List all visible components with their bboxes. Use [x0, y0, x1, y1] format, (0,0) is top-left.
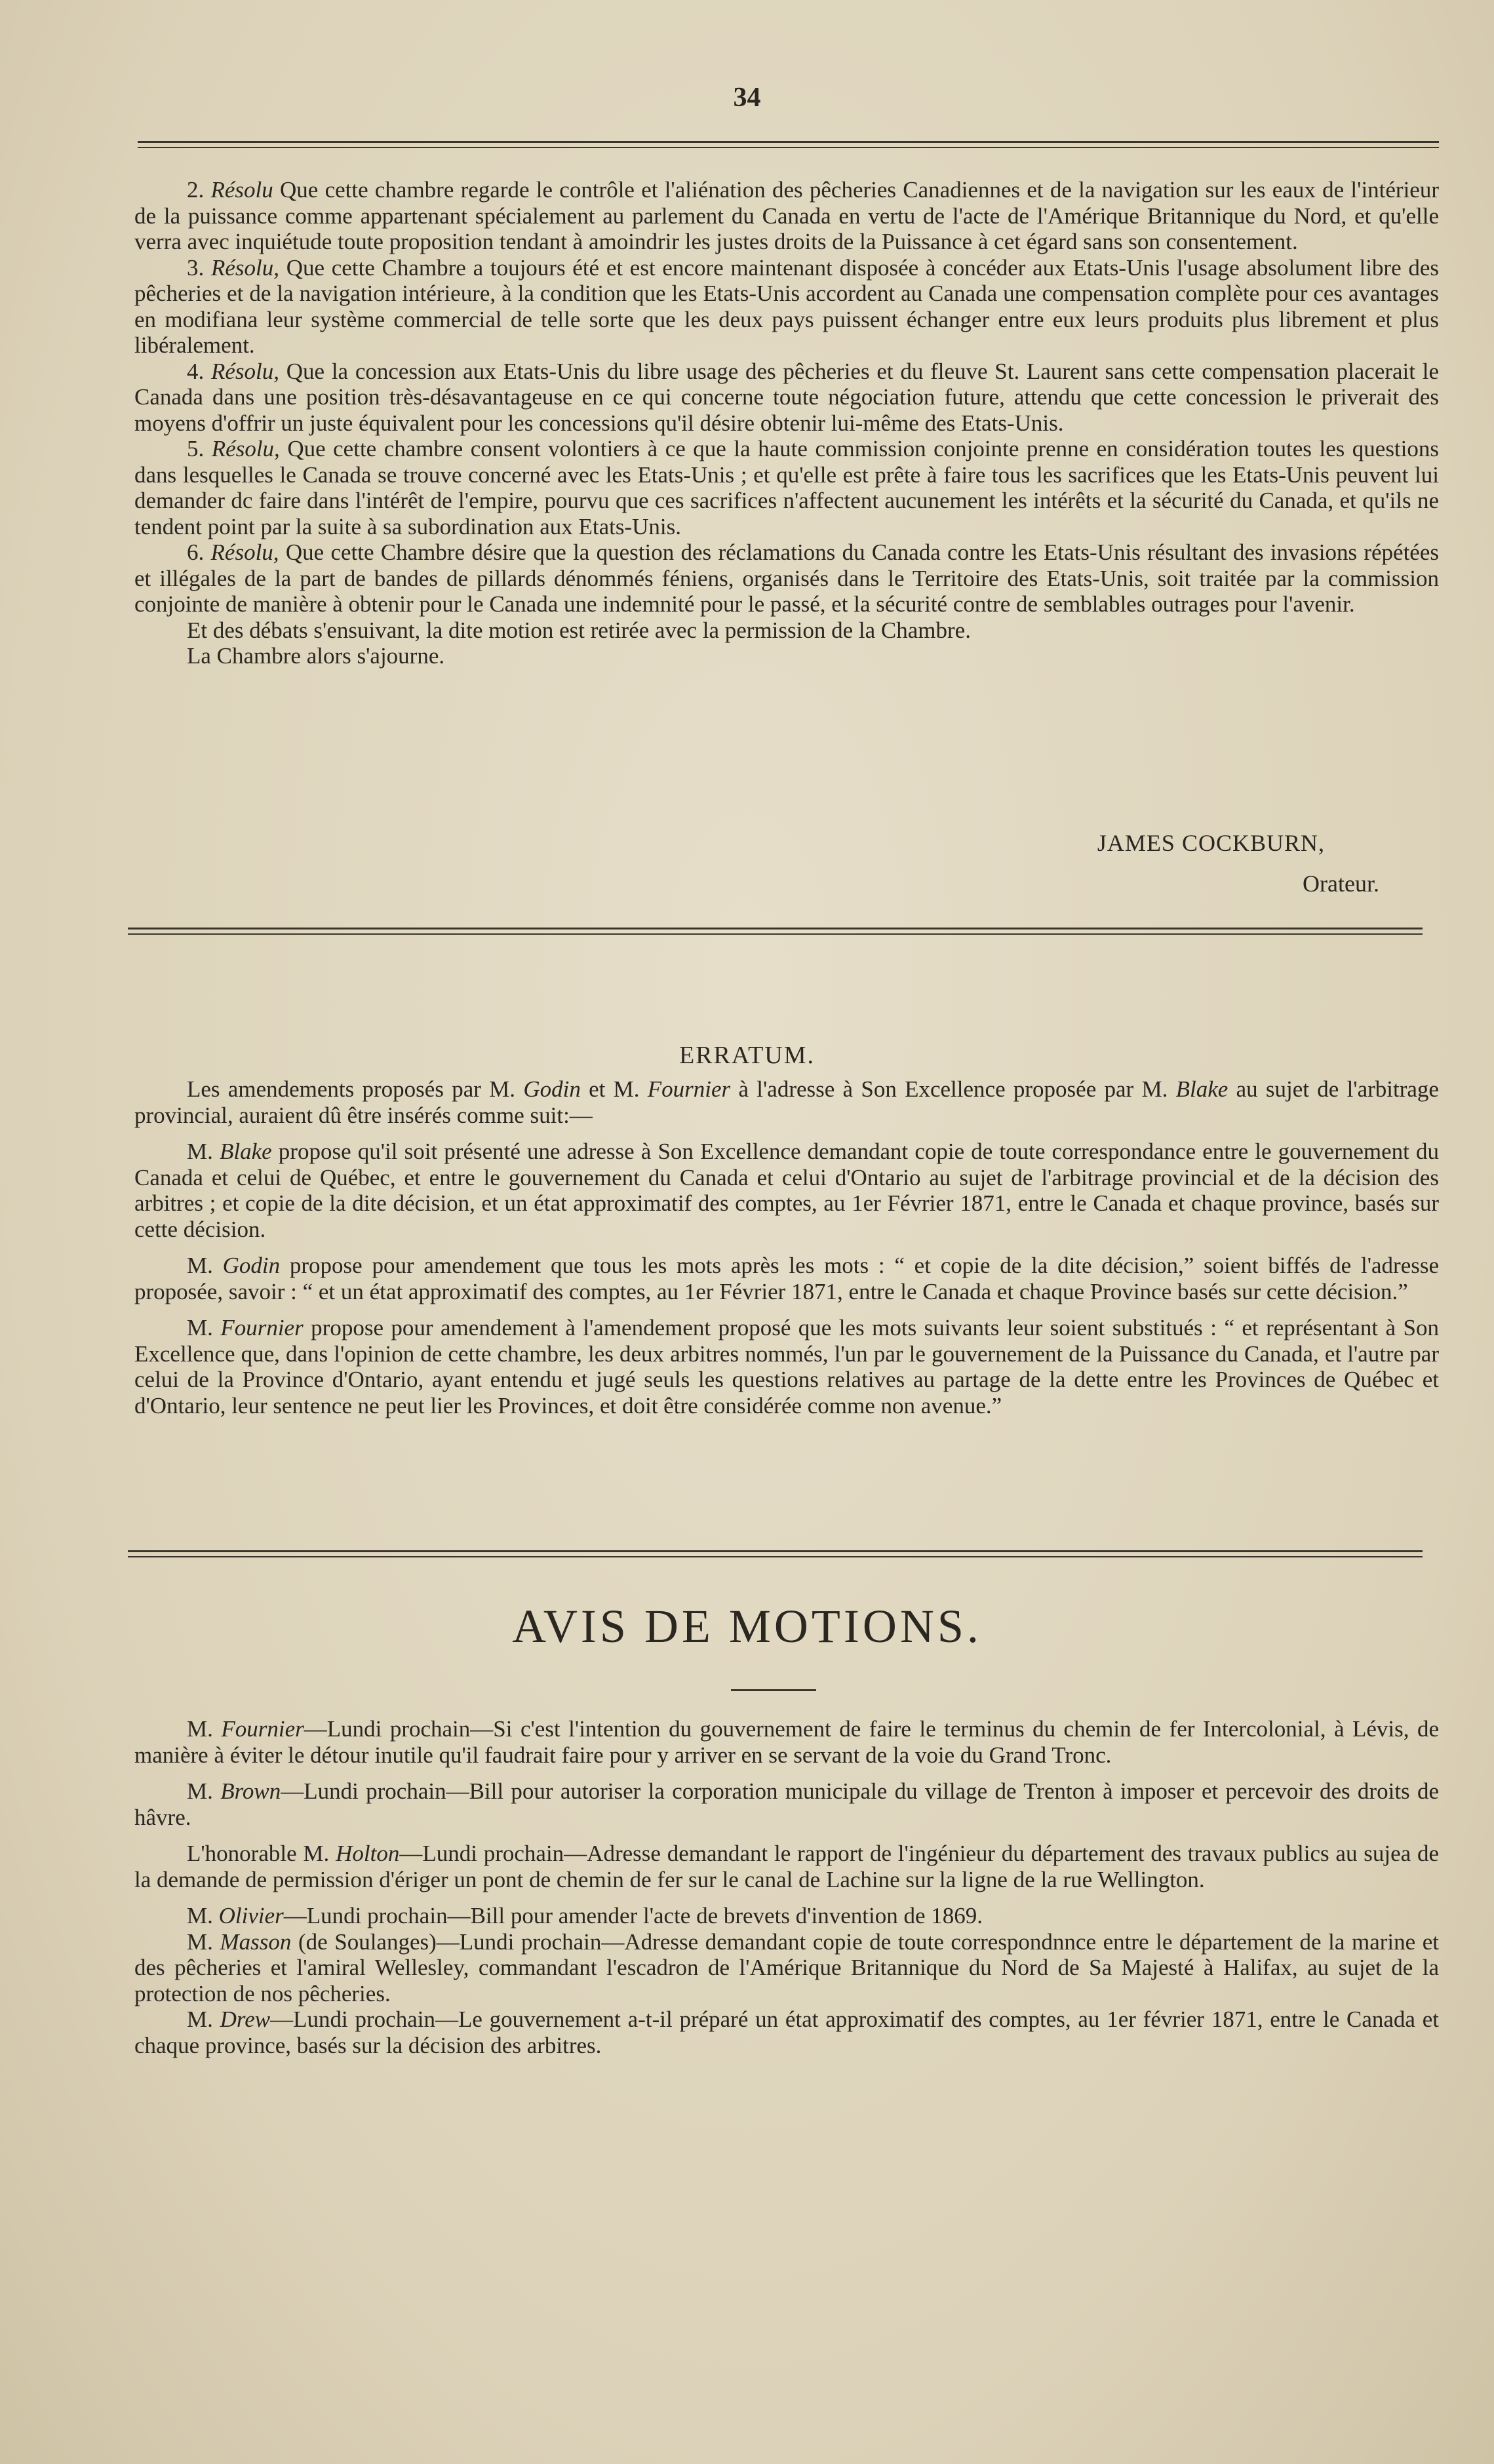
- signature-title: Orateur.: [1303, 870, 1379, 897]
- erratum-para-godin: M. Godin propose pour amendement que tous les mots après les mots : “ et copie de la dite décision,” soient biffés de l'adresse proposée, savoir : “ et un état approximatif des comptes, au 1er Février 1871, entre le Canada et chaque Province basés sur cette décision.”: [134, 1253, 1439, 1304]
- resolution-2: 2. Résolu Que cette chambre regarde le contrôle et l'aliénation des pêcheries Canadiennes et de la navigation sur les eaux de l'intérieur de la puissance comme appartenant spécialement au parlement du Canada en vertu de l'acte de l'Amérique Britannique du Nord, et qu'elle verra avec inquiétude toute proposition tendant à amoindrir les justes droits de la Puissance à cet égard sans son consentement.: [134, 177, 1439, 254]
- signature-name: JAMES COCKBURN,: [1097, 830, 1325, 856]
- motion-olivier: M. Olivier—Lundi prochain—Bill pour amender l'acte de brevets d'invention de 1869.: [187, 1903, 983, 1928]
- header-rule: [138, 141, 1439, 148]
- closing-line-2: La Chambre alors s'ajourne.: [187, 643, 445, 669]
- erratum-para-fournier: M. Fournier propose pour amendement à l'amendement proposé que les mots suivants leur soient substitués : “ et représentant à Son Excellence que, dans l'opinion de cette chambre, les deux arbitres nommés, l'un par le gouvernement de la Puissance du Canada, et l'autre par celui de la Province d'Ontario, ayant entendu et jugé seuls les questions relatives au partage de la dette entre les Provinces de Québec et d'Ontario, leur sentence ne peut lier les Provinces, et doit être considérée comme non avenue.”: [134, 1315, 1440, 1418]
- resolutions-section: [134, 177, 1439, 669]
- motion-holton: L'honorable M. Holton—Lundi prochain—Adresse demandant le rapport de l'ingénieur du département des travaux publics au sujea de la demande de permission d'ériger un pont de chemin de fer sur le canal de Lachine sur la ligne de la rue Wellington.: [134, 1841, 1439, 1892]
- motion-masson: M. Masson (de Soulanges)—Lundi prochain—Adresse demandant copie de toute correspondnnce entre le département de la marine et des pêcheries et l'amiral Wellesley, commandant l'escadron de l'Amérique Britannique du Nord de Sa Majesté à Halifax, au sujet de la protection de nos pêcheries.: [134, 1928, 1439, 2006]
- avis-section: [134, 1716, 1439, 2058]
- erratum-section: [134, 1076, 1439, 1418]
- resolution-4: 4. Résolu, Que la concession aux Etats-Unis du libre usage des pêcheries et du fleuve St. Laurent sans cette compensation placerait le Canada dans une position très-désavantageuse en ce qui concerne toute négociation future, attendu que cette concession le priverait des moyens d'offrir un juste équivalent pour les concessions qu'il désire obtenir lui-même des Etats-Unis.: [134, 358, 1439, 436]
- closing-line-1: Et des débats s'ensuivant, la dite motion est retirée avec la permission de la Chambre.: [187, 617, 971, 643]
- avis-title: AVIS DE MOTIONS.: [512, 1600, 982, 1652]
- resolution-6: 6. Résolu, Que cette Chambre désire que la question des réclamations du Canada contre les Etats-Unis résultant des invasions répétées et illégales de la part de bandes de pillards dénommés féniens, organisés dans le Territoire des Etats-Unis, soit traitée par la commission conjointe de manière à obtenir pour le Canada une indemnité pour le passé, et la sécurité contre de semblables outrages pour l'avenir.: [134, 539, 1439, 617]
- section-rule-1: [128, 928, 1423, 935]
- page-number: 34: [733, 83, 761, 113]
- motion-brown: M. Brown—Lundi prochain—Bill pour autoriser la corporation municipale du village de Trenton à imposer et percevoir des droits de hâvre.: [134, 1778, 1440, 1830]
- erratum-title: ERRATUM.: [678, 1042, 816, 1069]
- title-underline: [731, 1689, 816, 1691]
- section-rule-2: [128, 1550, 1423, 1557]
- erratum-intro: Les amendements proposés par M. Godin et M. Fournier à l'adresse à Son Excellence proposée par M. Blake au sujet de l'arbitrage provincial, auraient dû être insérés comme suit:—: [134, 1076, 1439, 1128]
- resolution-5: 5. Résolu, Que cette chambre consent volontiers à ce que la haute commission conjointe prenne en considération toutes les questions dans lesquelles le Canada se trouve concerné avec les Etats-Unis ; et qu'elle est prête à faire tous les sacrifices que les Etats-Unis peuvent lui demander dc faire dans l'intérêt de l'empire, pourvu que ces sacrifices n'affectent aucunement les intérêts et la sécurité du Canada, et qu'ils ne tendent point par la suite à sa subordination aux Etats-Unis.: [134, 436, 1440, 539]
- erratum-para-blake: M. Blake propose qu'il soit présenté une adresse à Son Excellence demandant copie de toute correspondance entre le gouvernement du Canada et celui de Québec, et entre le gouvernement du Canada et celui d'Ontario au sujet de l'arbitrage provincial et de la décision des arbitres ; et copie de la dite décision, et un état approximatif des comptes, au 1er Février 1871, entre le Canada et chaque province, basés sur cette décision.: [134, 1139, 1439, 1242]
- motion-drew: M. Drew—Lundi prochain—Le gouvernement a-t-il préparé un état approximatif des comptes, au 1er février 1871, entre le Canada et chaque province, basés sur la décision des arbitres.: [134, 2006, 1439, 2058]
- motion-fournier: M. Fournier—Lundi prochain—Si c'est l'intention du gouvernement de faire le terminus du chemin de fer Intercolonial, à Lévis, de manière à éviter le détour inutile qu'il faudrait faire pour y arriver en se servant de la voie du Grand Tronc.: [134, 1716, 1439, 1768]
- resolution-3: 3. Résolu, Que cette Chambre a toujours été et est encore maintenant disposée à concéder aux Etats-Unis l'usage absolument libre des pêcheries et de la navigation intérieure, à la condition que les Etats-Unis accordent au Canada une compensation complète pour ces avantages en modifiana leur système commercial de telle sorte que les deux pays puissent échanger entre eux leurs produits plus librement et plus libéralement.: [134, 254, 1440, 358]
